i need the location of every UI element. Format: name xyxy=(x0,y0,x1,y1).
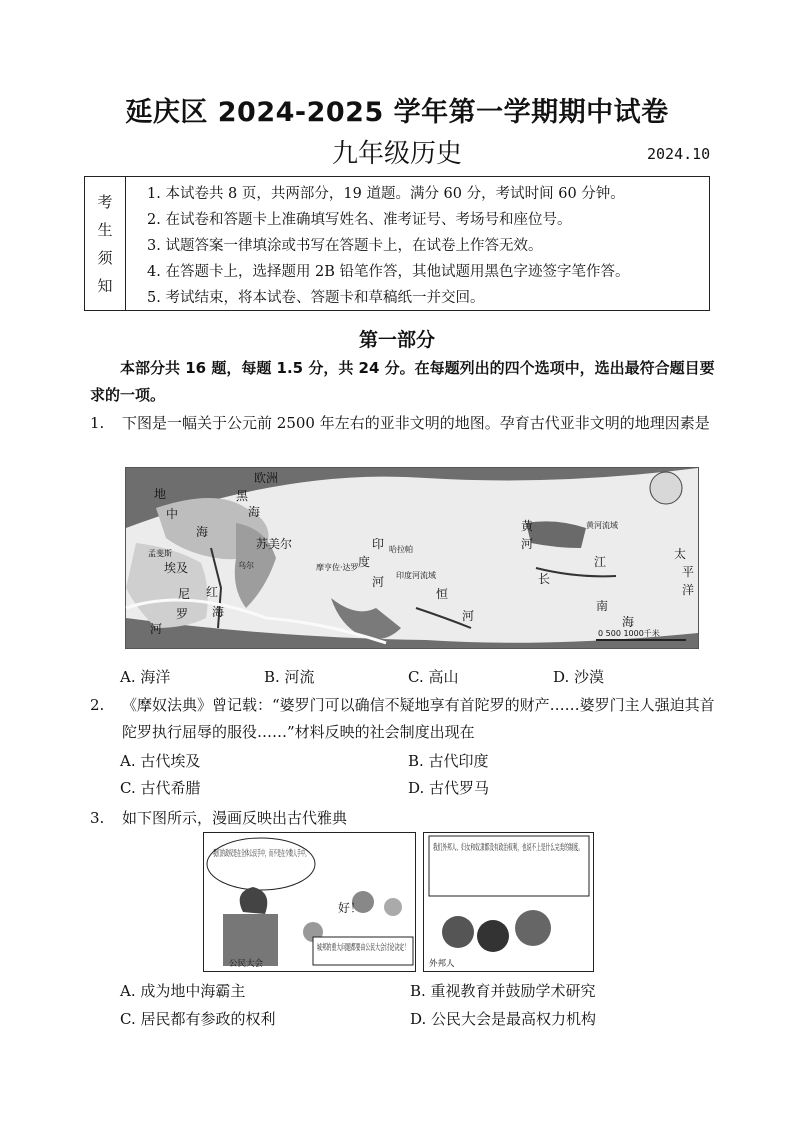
question-3 xyxy=(90,805,716,832)
notice-item: 2. 在试卷和答题卡上准确填写姓名、准考证号、考场号和座位号。 xyxy=(147,212,572,228)
map-scale: 0 500 1000千米 xyxy=(598,629,660,638)
map-label: 地 xyxy=(154,487,167,501)
question-text: 如下图所示，漫画反映出古代雅典 xyxy=(122,809,348,827)
map-label: 恒 xyxy=(436,587,449,601)
map-label-harappa: 哈拉帕 xyxy=(389,545,413,554)
question-2-option: C. 古代希腊 xyxy=(120,779,201,797)
question-3-option: B. 重视教育并鼓励学术研究 xyxy=(410,982,596,1000)
notice-item: 5. 考试结束，将本试卷、答题卡和草稿纸一并交回。 xyxy=(147,290,485,306)
map-label: 红 xyxy=(206,585,219,599)
map-label: 河 xyxy=(150,622,163,636)
question-1-option: C. 高山 xyxy=(408,668,459,686)
map-label: 海 xyxy=(248,505,261,519)
question-number: 1. xyxy=(90,414,105,432)
cartoon-label-assembly: 公民大会 xyxy=(229,959,264,969)
map-label: 印 xyxy=(372,537,385,551)
question-2-option: B. 古代印度 xyxy=(408,752,489,770)
map-label: 河 xyxy=(462,609,475,623)
notice-heading-char: 知 xyxy=(97,276,113,295)
question-2-option: D. 古代罗马 xyxy=(408,779,490,797)
question-1-option: B. 河流 xyxy=(264,668,315,686)
map-label-indus-basin: 印度河流域 xyxy=(396,571,436,580)
question-text: 下图是一幅关于公元前 2500 年左右的亚非文明的地图。孕育古代亚非文明的地理因素是 xyxy=(122,414,710,432)
exam-notice-box xyxy=(84,176,710,311)
cartoon-shout: 好！ xyxy=(338,901,363,915)
question-2 xyxy=(90,692,716,746)
map-label-ur: 乌尔 xyxy=(238,561,254,570)
notice-heading-char: 考 xyxy=(97,192,113,211)
map-label-sumer: 苏美尔 xyxy=(256,537,293,551)
cartoon-svg xyxy=(203,832,706,972)
part-title: 第一部分 xyxy=(358,329,435,351)
notice-heading-char: 须 xyxy=(97,248,113,267)
question-number: 3. xyxy=(90,809,105,827)
map-label-memphis: 孟斐斯 xyxy=(148,549,172,558)
cartoon-bubble-1 xyxy=(213,848,309,859)
question-2-option: A. 古代埃及 xyxy=(120,752,201,770)
map-label-egypt: 埃及 xyxy=(164,561,189,575)
notice-heading xyxy=(85,177,126,310)
asia-africa-civilization-map xyxy=(125,467,699,649)
map-label-mohenjo-daro: 摩亨佐·达罗 xyxy=(316,563,359,572)
map-label: 黄 xyxy=(521,519,534,533)
map-label: 罗 xyxy=(176,607,189,621)
map-label: 江 xyxy=(594,555,607,569)
notice-item: 3. 试题答案一律填涂或书写在答题卡上，在试卷上作答无效。 xyxy=(147,238,543,254)
map-svg xyxy=(126,468,698,648)
notice-item: 4. 在答题卡上，选择题用 2B 铅笔作答，其他试题用黑色字迹签字笔作答。 xyxy=(147,264,630,280)
map-label: 海 xyxy=(196,525,209,539)
map-label: 尼 xyxy=(178,587,191,601)
question-1-option: A. 海洋 xyxy=(120,668,171,686)
question-3-option: C. 居民都有参政的权利 xyxy=(120,1010,276,1028)
cartoon-bubble-2: 我们外邦人、妇女和奴隶都没有政治权利，也说不上是什么完美的制度。 xyxy=(433,843,706,853)
cartoon-label-foreigners: 外邦人 xyxy=(429,959,455,969)
notice-heading-char: 生 xyxy=(97,220,113,239)
map-label-europe: 欧洲 xyxy=(254,471,279,485)
map-label: 中 xyxy=(166,507,179,521)
map-label: 平 xyxy=(682,565,695,579)
map-label: 海 xyxy=(212,605,225,619)
map-label: 河 xyxy=(372,575,385,589)
question-1 xyxy=(90,410,716,437)
athens-cartoon xyxy=(203,832,706,972)
map-label: 长 xyxy=(538,572,551,586)
exam-subtitle: 九年级历史 xyxy=(331,139,462,169)
exam-title: 延庆区 2024-2025 学年第一学期期中试卷 xyxy=(125,97,669,128)
map-label: 河 xyxy=(521,537,534,551)
map-label-yellow-river-basin: 黄河流域 xyxy=(586,521,618,530)
map-label: 洋 xyxy=(682,583,695,597)
map-label: 太 xyxy=(674,547,687,561)
notice-item: 1. 本试卷共 8 页，共两部分，19 道题。满分 60 分，考试时间 60 分钟。 xyxy=(147,186,625,202)
question-3-option: A. 成为地中海霸主 xyxy=(120,982,246,1000)
question-text: 《摩奴法典》曾记载：“婆罗门可以确信不疑地享有首陀罗的财产……婆罗门主人强迫其首陀罗执行屈辱的服役……”材料反映的社会制度出现在 xyxy=(122,696,715,741)
notice-list xyxy=(147,181,707,311)
map-label: 海 xyxy=(622,615,635,629)
map-label: 黑 xyxy=(236,489,249,503)
map-label: 南 xyxy=(596,599,609,613)
question-1-option: D. 沙漠 xyxy=(553,668,605,686)
exam-date: 2024.10 xyxy=(647,145,711,163)
part-intro: 本部分共 16 题，每题 1.5 分，共 24 分。在每题列出的四个选项中，选出最符合题目要求的一项。 xyxy=(90,359,715,404)
question-number: 2. xyxy=(90,696,105,714)
map-label: 度 xyxy=(358,555,371,569)
cartoon-caption: 城邦的重大问题都要由公民大会讨论决定！ xyxy=(317,943,479,953)
question-3-option: D. 公民大会是最高权力机构 xyxy=(410,1010,597,1028)
